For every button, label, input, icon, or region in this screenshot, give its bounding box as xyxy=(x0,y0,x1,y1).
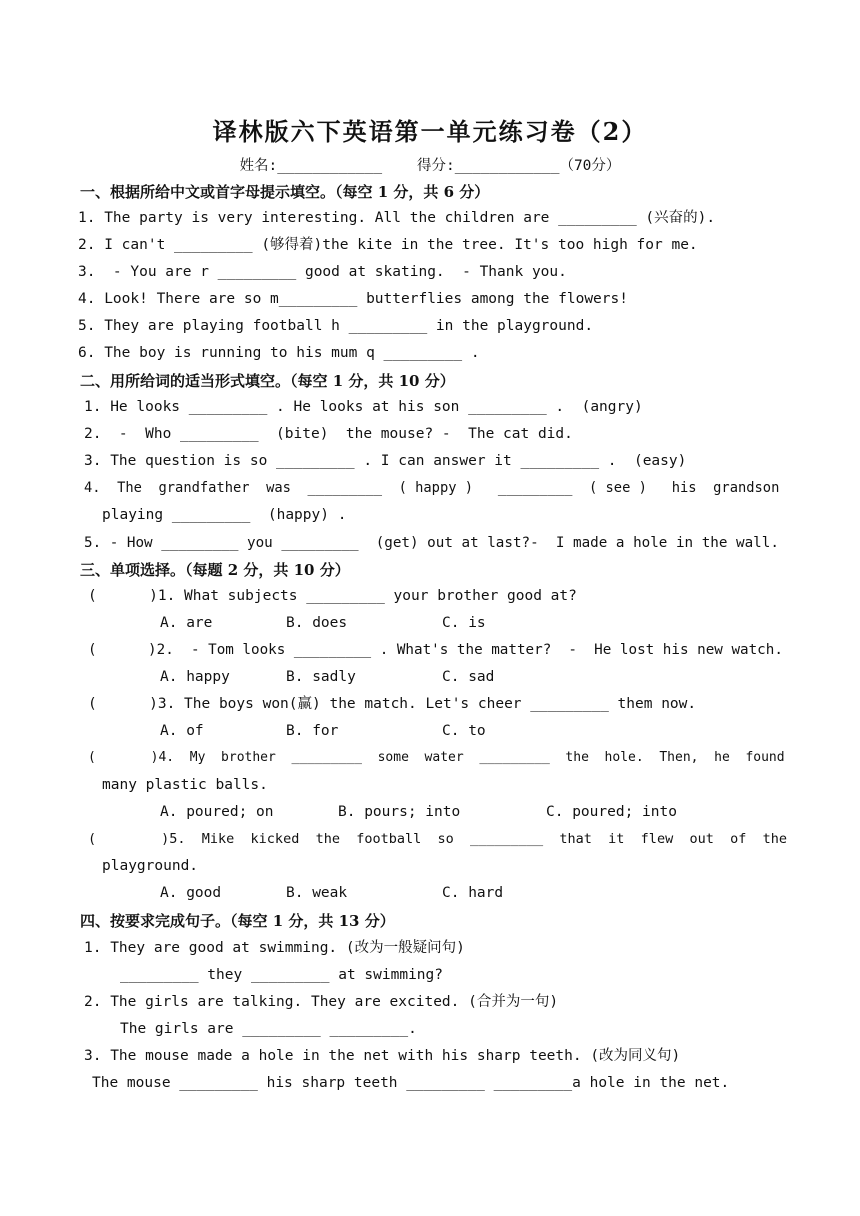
s3-q1-option-a: A. are xyxy=(160,615,213,631)
s3-q4-stem-cont: many plastic balls. xyxy=(102,777,268,793)
s3-q2-stem: ( )2. - Tom looks _________ . What's the matter? - He lost his new watch. xyxy=(88,642,783,658)
section-3-heading: 三、单项选择。（每题 2 分，共 10 分） xyxy=(80,561,350,579)
s3-q1-stem: ( )1. What subjects _________ your brother good at? xyxy=(88,588,577,604)
s3-q3-option-c: C. to xyxy=(442,723,486,739)
s3-q2-option-b: B. sadly xyxy=(286,669,356,685)
s2-q5: 5. - How _________ you _________ (get) out at last?- I made a hole in the wall. xyxy=(84,535,779,551)
s4-q3-answer-line: The mouse _________ his sharp teeth _________ _________a hole in the net. xyxy=(92,1075,730,1091)
s1-q3: 3. - You are r _________ good at skating. - Thank you. xyxy=(78,264,567,280)
s2-q2: 2. - Who _________ (bite) the mouse? - The cat did. xyxy=(84,426,573,442)
s3-q4-option-c: C. poured; into xyxy=(546,804,677,820)
s3-q5-option-b: B. weak xyxy=(286,885,348,901)
s3-q4-stem: ( )4. My brother _________ some water _________ the hole. Then, he found xyxy=(88,750,785,765)
s2-q1: 1. He looks _________ . He looks at his son _________ . (angry) xyxy=(84,399,643,415)
s3-q2-option-a: A. happy xyxy=(160,669,230,685)
section-4-heading: 四、按要求完成句子。（每空 1 分，共 13 分） xyxy=(80,912,395,930)
s2-q3: 3. The question is so _________ . I can answer it _________ . (easy) xyxy=(84,453,687,469)
s2-q4: 4. The grandfather was _________ ( happy ) _________ ( see ) his grandson xyxy=(84,480,780,496)
s3-q3-stem: ( )3. The boys won(赢) the match. Let's cheer _________ them now. xyxy=(88,696,697,712)
s2-q4-cont: playing _________ (happy) . xyxy=(102,507,347,523)
section-1-heading: 一、根据所给中文或首字母提示填空。（每空 1 分，共 6 分） xyxy=(80,183,490,201)
s3-q5-option-c: C. hard xyxy=(442,885,504,901)
s3-q3-option-b: B. for xyxy=(286,723,339,739)
section-2-heading: 二、用所给词的适当形式填空。（每空 1 分，共 10 分） xyxy=(80,372,455,390)
s3-q1-option-b: B. does xyxy=(286,615,348,631)
s3-q4-option-a: A. poured; on xyxy=(160,804,274,820)
s3-q2-option-c: C. sad xyxy=(442,669,495,685)
s1-q5: 5. They are playing football h _________ in the playground. xyxy=(78,318,594,334)
s4-q1: 1. They are good at swimming. (改为一般疑问句) xyxy=(84,940,465,956)
s3-q3-option-a: A. of xyxy=(160,723,204,739)
s3-q5-option-a: A. good xyxy=(160,885,222,901)
s1-q1: 1. The party is very interesting. All the children are _________ (兴奋的). xyxy=(78,210,716,226)
name-score-line: 姓名:____________ 得分:____________（70分） xyxy=(239,158,621,174)
s1-q2: 2. I can't _________ (够得着)the kite in the tree. It's too high for me. xyxy=(78,237,698,253)
s4-q3: 3. The mouse made a hole in the net with his sharp teeth. (改为同义句) xyxy=(84,1048,681,1064)
s4-q1-answer-line: _________ they _________ at swimming? xyxy=(120,967,444,983)
s3-q5-stem: ( )5. Mike kicked the football so _________ that it flew out of the xyxy=(88,831,787,847)
s3-q1-option-c: C. is xyxy=(442,615,486,631)
exam-title: 译林版六下英语第一单元练习卷（2） xyxy=(212,117,648,146)
s1-q6: 6. The boy is running to his mum q _________ . xyxy=(78,345,480,361)
s4-q2: 2. The girls are talking. They are excited. (合并为一句) xyxy=(84,994,559,1010)
s3-q5-stem-cont: playground. xyxy=(102,858,199,874)
s1-q4: 4. Look! There are so m_________ butterflies among the flowers! xyxy=(78,291,628,307)
s4-q2-answer-line: The girls are _________ _________. xyxy=(120,1021,417,1037)
s3-q4-option-b: B. pours; into xyxy=(338,804,461,820)
